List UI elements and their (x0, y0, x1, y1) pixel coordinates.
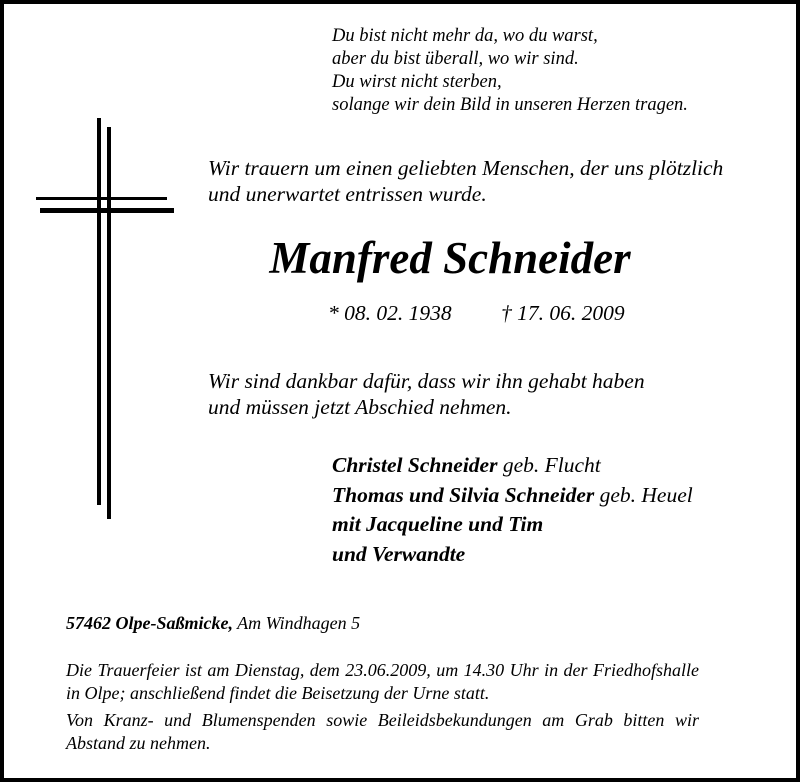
thanks-text (208, 368, 645, 420)
mourner-note: geb. Heuel (599, 482, 693, 507)
mourner-entry (332, 451, 693, 481)
mourner-name: und Verwandte (332, 541, 466, 566)
mourner-entry (332, 540, 693, 570)
mourner-name: Thomas und Silvia Schneider (332, 482, 595, 507)
poem (332, 25, 688, 117)
death-date: 17. 06. 2009 (517, 301, 625, 325)
address (66, 612, 360, 634)
address-street: Am Windhagen 5 (237, 613, 361, 633)
thanks-line: und müssen jetzt Abschied nehmen. (208, 395, 512, 419)
intro-line: und unerwartet entrissen wurde. (208, 182, 487, 206)
service-info (66, 659, 699, 754)
poem-line: Du bist nicht mehr da, wo du warst, (332, 26, 598, 46)
mourner-entry (332, 481, 693, 511)
birth-symbol: * (328, 301, 339, 325)
mourner-entry (332, 510, 693, 540)
mourner-name: Christel Schneider (332, 453, 498, 477)
poem-line: solange wir dein Bild in unseren Herzen tragen. (332, 95, 688, 115)
thanks-line: Wir sind dankbar dafür, dass wir ihn gehabt haben (208, 369, 645, 393)
address-city: 57462 Olpe-Saßmicke, (66, 613, 233, 633)
intro-text (208, 155, 723, 207)
mourner-note: geb. Flucht (502, 453, 601, 477)
intro-line: Wir trauern um einen geliebten Menschen, der uns plötzlich (208, 156, 724, 180)
mourners-list (332, 451, 693, 569)
birth-date: 08. 02. 1938 (344, 301, 452, 325)
flowers-notice: Von Kranz- und Blumenspenden sowie Beileidsbekundungen am Grab bitten wir Abstand zu nehmen. (66, 710, 699, 753)
deceased-name: Manfred Schneider (269, 233, 631, 283)
mourner-name: mit Jacqueline und Tim (332, 512, 544, 536)
life-dates (328, 300, 625, 326)
poem-line: aber du bist überall, wo wir sind. (332, 49, 579, 69)
death-symbol: † (501, 301, 512, 325)
funeral-notice: Die Trauerfeier ist am Dienstag, dem 23.06.2009, um 14.30 Uhr in der Friedhofshalle in Olpe; anschließend findet die Beisetzung der Urne statt. (66, 660, 699, 703)
poem-line: Du wirst nicht sterben, (332, 72, 502, 92)
